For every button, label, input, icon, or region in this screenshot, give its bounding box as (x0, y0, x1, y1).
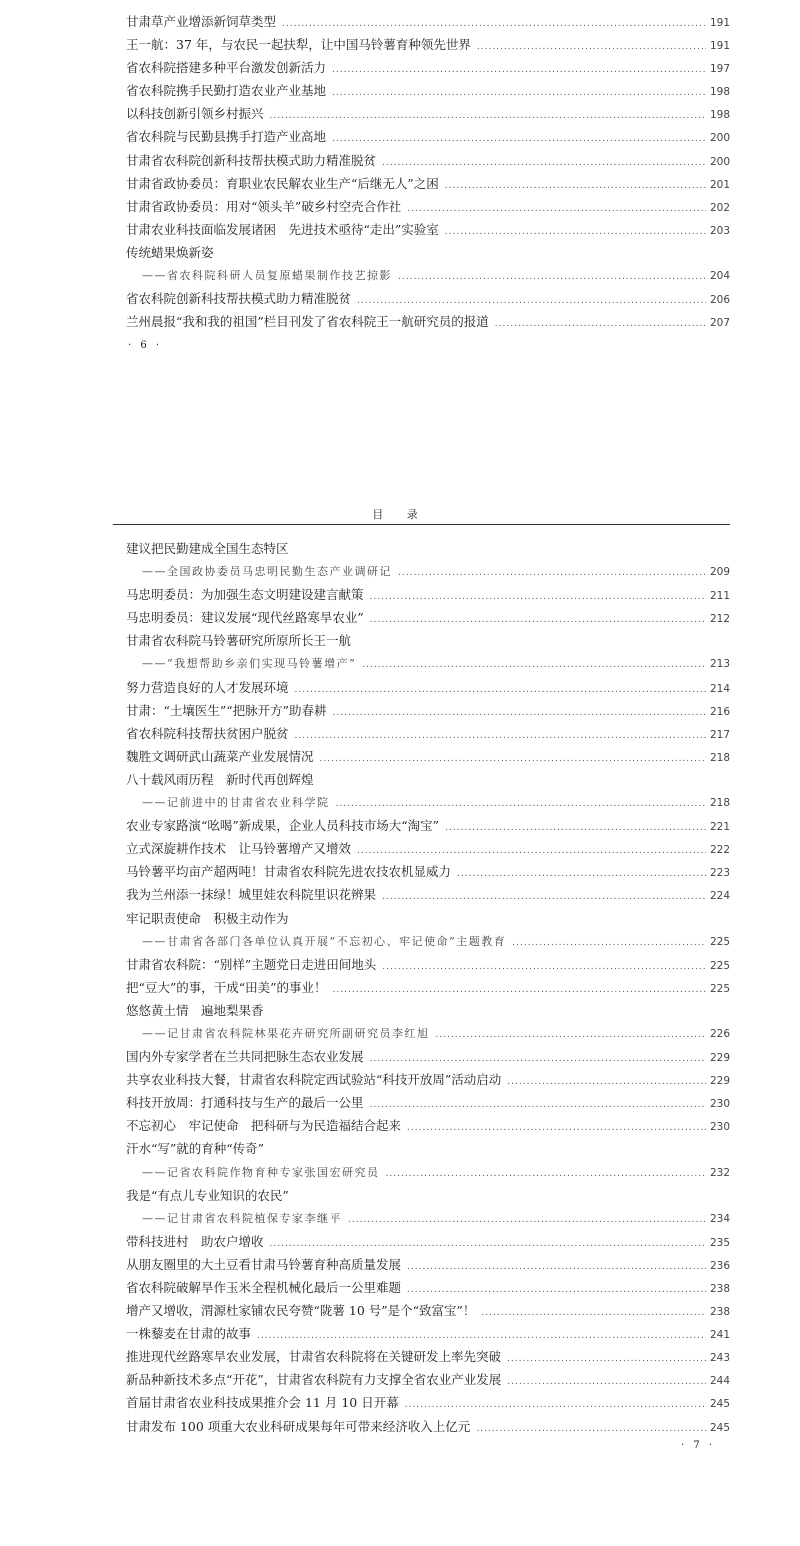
toc-entry-title: 甘肃：“土壤医生”“把脉开方”助春耕 (126, 702, 327, 718)
toc-entry-title: 王一航：37 年，与农民一起扶犁，让中国马铃薯育种领先世界 (126, 37, 471, 53)
toc-entry-title: 马忠明委员：为加强生态文明建设建言献策 (126, 587, 364, 603)
toc-entry-title: ——甘肃省各部门各单位认真开展“不忘初心、牢记使命”主题教育 (142, 934, 507, 948)
toc-entry[interactable] (126, 287, 730, 310)
toc-entry-title: 增产又增收，渭源杜家铺农民夸赞“陇薯 10 号”是个“致富宝”！ (126, 1303, 476, 1319)
toc-entry-title: 科技开放周：打通科技与生产的最后一公里 (126, 1095, 364, 1111)
toc-entry-title: 马铃薯平均亩产超两吨！甘肃省农科院先进农技农机显威力 (126, 864, 452, 880)
toc-list-bottom (126, 537, 730, 1438)
toc-list-top (126, 10, 730, 333)
toc-entry-page: 209 (709, 566, 730, 579)
toc-entry-page: 226 (709, 1027, 730, 1040)
toc-entry-page: 221 (709, 821, 730, 834)
toc-entry-title: 一株藜麦在甘肃的故事 (126, 1326, 252, 1342)
toc-entry-title: 把“豆大”的事，干成“田美”的事业！ (126, 979, 327, 995)
leader-dots (332, 59, 706, 82)
toc-entry-page: 236 (709, 1259, 730, 1272)
leader-dots (386, 1163, 706, 1186)
toc-entry-title: 甘肃省政协委员：用对“领头羊”破乡村空壳合作社 (126, 198, 402, 214)
toc-entry[interactable] (126, 1114, 730, 1137)
toc-entry-title: ——记甘肃省农科院林果花卉研究所副研究员李红旭 (142, 1026, 430, 1040)
toc-entry-page: 225 (709, 959, 730, 972)
leader-dots (295, 679, 706, 702)
leader-dots (507, 1071, 706, 1094)
leader-dots (348, 1209, 706, 1232)
toc-entry-page: 245 (709, 1398, 730, 1411)
toc-entry-title: 国内外专家学者在兰共同把脉生态农业发展 (126, 1049, 364, 1065)
toc-entry[interactable] (126, 79, 730, 102)
toc-entry-title: 八十载风雨历程 新时代再创辉煌 (126, 771, 314, 787)
toc-entry[interactable] (126, 699, 730, 722)
toc-entry-page: 225 (709, 982, 730, 995)
toc-entry-title: 省农科院破解旱作玉米全程机械化最后一公里难题 (126, 1280, 402, 1295)
toc-entry-title: ——记前进中的甘肃省农业科学院 (142, 796, 330, 810)
leader-dots (270, 105, 706, 128)
toc-entry[interactable] (126, 1091, 730, 1114)
toc-entry-title: 努力营造良好的人才发展环境 (126, 679, 289, 695)
toc-entry-page: 207 (709, 317, 730, 330)
toc-entry-title: 甘肃省农科院：“别样”主题党日走进田间地头 (126, 956, 377, 972)
toc-entry-page: 223 (709, 867, 730, 880)
toc-entry-title: 立式深旋耕作技术 让马铃薯增产又增效 (126, 841, 352, 857)
toc-entry[interactable] (126, 1391, 730, 1414)
toc-entry-title: ——“我想帮助乡亲们实现马铃薯增产” (142, 657, 357, 671)
toc-entry-page: 198 (709, 109, 730, 122)
leader-dots (507, 1371, 706, 1394)
toc-entry[interactable] (126, 606, 730, 629)
leader-dots (445, 221, 706, 244)
leader-dots (507, 1348, 706, 1371)
toc-entry-title: 我为兰州添一抹绿！城里娃农科院里识花辨果 (126, 887, 377, 903)
toc-entry[interactable] (126, 953, 730, 976)
toc-entry-page: 230 (709, 1121, 730, 1134)
toc-entry-page: 201 (709, 178, 730, 191)
leader-dots (333, 979, 706, 1002)
toc-entry-page: 204 (709, 270, 730, 283)
toc-entry-page: 222 (709, 844, 730, 857)
toc-entry-title: 带科技进村 助农户增收 (126, 1233, 264, 1249)
leader-dots (398, 562, 706, 585)
leader-dots (445, 175, 706, 198)
toc-entry[interactable] (126, 195, 730, 218)
toc-entry[interactable] (126, 218, 730, 241)
toc-entry[interactable] (126, 976, 730, 999)
toc-entry-page: 191 (709, 40, 730, 53)
toc-entry-page: 238 (709, 1306, 730, 1319)
toc-entry-title: 从朋友圈里的大土豆看甘肃马铃薯育种高质量发展 (126, 1256, 402, 1272)
toc-entry[interactable] (126, 1253, 730, 1276)
toc-entry-page: 238 (709, 1283, 730, 1295)
leader-dots (295, 725, 706, 748)
leader-dots (457, 863, 706, 886)
leader-dots (370, 609, 706, 632)
toc-entry-page: 224 (709, 890, 730, 903)
toc-entry-page: 243 (709, 1352, 730, 1365)
toc-entry-page: 245 (709, 1421, 730, 1434)
toc-entry-page: 212 (709, 613, 730, 626)
toc-entry-page: 216 (709, 705, 730, 718)
toc-entry-title: 不忘初心 牢记使命 把科研与为民造福结合起来 (126, 1118, 402, 1134)
leader-dots (407, 198, 706, 221)
toc-entry[interactable] (126, 1068, 730, 1091)
toc-entry[interactable] (126, 125, 730, 148)
toc-entry[interactable] (126, 883, 730, 906)
toc-entry[interactable] (126, 583, 730, 606)
toc-entry-page: 229 (709, 1052, 730, 1065)
toc-entry[interactable] (126, 10, 730, 33)
toc-subtitle-row[interactable] (126, 1022, 730, 1045)
toc-entry[interactable] (126, 1345, 730, 1368)
toc-entry-page: 197 (709, 63, 730, 76)
toc-entry[interactable] (126, 676, 730, 699)
leader-dots (362, 654, 706, 677)
toc-entry-title: 省农科院创新科技帮扶模式助力精准脱贫 (126, 291, 352, 307)
toc-entry-title: ——记省农科院作物育种专家张国宏研究员 (142, 1165, 380, 1179)
toc-entry[interactable] (126, 1137, 730, 1160)
toc-entry-title: 兰州晨报“我和我的祖国”栏目刊发了省农科院王一航研究员的报道 (126, 314, 489, 330)
toc-entry-page: 217 (709, 728, 730, 741)
toc-entry-page: 211 (709, 590, 730, 603)
toc-entry[interactable] (126, 1230, 730, 1253)
toc-entry-title: 农业专家路演“吆喝”新成果，企业人员科技市场大“淘宝” (126, 818, 440, 834)
leader-dots (398, 266, 706, 289)
toc-entry[interactable] (126, 814, 730, 837)
toc-subtitle-row[interactable] (126, 264, 730, 287)
toc-entry-page: 213 (709, 658, 730, 671)
leader-dots (382, 886, 706, 909)
toc-entry[interactable] (126, 241, 730, 264)
toc-entry-page: 191 (709, 17, 730, 29)
toc-entry-page: 214 (709, 682, 730, 695)
toc-entry-page: 206 (709, 294, 730, 307)
toc-entry-title: 甘肃省农科院创新科技帮扶模式助力精准脱贫 (126, 152, 377, 168)
toc-entry-page: 230 (709, 1098, 730, 1111)
toc-entry-page: 241 (709, 1329, 730, 1342)
toc-subtitle-row[interactable] (126, 560, 730, 583)
toc-subtitle-row[interactable] (126, 652, 730, 675)
toc-entry-title: 甘肃草产业增添新饲草类型 (126, 14, 277, 29)
toc-entry[interactable] (126, 768, 730, 791)
toc-subtitle-row[interactable] (126, 1161, 730, 1184)
leader-dots (370, 1094, 706, 1117)
toc-entry[interactable] (126, 722, 730, 745)
toc-entry-title: 传统蜡果焕新姿 (126, 244, 214, 260)
toc-entry-page: 234 (709, 1212, 730, 1225)
leader-dots (436, 1024, 706, 1047)
toc-entry[interactable] (126, 1415, 730, 1438)
toc-entry-title: 以科技创新引领乡村振兴 (126, 106, 264, 122)
toc-entry[interactable] (126, 745, 730, 768)
toc-entry[interactable] (126, 149, 730, 172)
toc-entry-page: 244 (709, 1375, 730, 1388)
toc-entry-title: 共享农业科技大餐，甘肃省农科院定西试验站“科技开放周”活动启动 (126, 1072, 502, 1088)
toc-entry[interactable] (126, 837, 730, 860)
toc-subtitle-row[interactable] (126, 1207, 730, 1230)
toc-entry-title: 省农科院携手民勤打造农业产业基地 (126, 83, 327, 99)
leader-dots (332, 82, 706, 105)
toc-subtitle-row[interactable] (126, 930, 730, 953)
leader-dots (495, 313, 706, 336)
leader-dots (445, 817, 706, 840)
toc-entry-page: 203 (709, 224, 730, 237)
toc-entry-title: 新品种新技术多点“开花”，甘肃省农科院有力支撑全省农业产业发展 (126, 1372, 502, 1388)
toc-entry[interactable] (126, 1045, 730, 1068)
toc-entry[interactable] (126, 537, 730, 560)
leader-dots (336, 793, 706, 816)
toc-entry[interactable] (126, 56, 730, 79)
toc-entry-title: 马忠明委员：建议发展“现代丝路寒旱农业” (126, 610, 364, 626)
toc-entry-title: 推进现代丝路寒旱农业发展，甘肃省农科院将在关键研发上率先突破 (126, 1349, 502, 1365)
toc-entry-page: 232 (709, 1166, 730, 1179)
toc-entry-page: 225 (709, 935, 730, 948)
leader-dots (370, 586, 706, 609)
toc-entry-page: 218 (709, 751, 730, 764)
toc-entry[interactable] (126, 1299, 730, 1322)
page-number-7: · 7 · (681, 1440, 716, 1451)
toc-entry[interactable] (126, 1322, 730, 1345)
leader-dots (407, 1256, 706, 1279)
toc-entry-page: 202 (709, 201, 730, 214)
toc-entry-title: 汗水“写”就的育种“传奇” (126, 1141, 265, 1157)
leader-dots (382, 956, 706, 979)
toc-entry[interactable] (126, 1368, 730, 1391)
leader-dots (477, 36, 706, 59)
toc-entry-title: 牢记职责使命 积极主动作为 (126, 910, 289, 926)
toc-entry[interactable] (126, 1276, 730, 1299)
toc-entry-title: 悠悠黄土情 遍地梨果香 (126, 1002, 264, 1018)
toc-entry-page: 218 (709, 797, 730, 810)
toc-entry[interactable] (126, 310, 730, 333)
toc-entry-page: 200 (709, 132, 730, 145)
toc-entry-page: 198 (709, 86, 730, 99)
leader-dots (333, 702, 706, 725)
toc-entry[interactable] (126, 1184, 730, 1207)
toc-entry[interactable] (126, 860, 730, 883)
page-header: 目 录 (372, 508, 428, 521)
toc-subtitle-row[interactable] (126, 791, 730, 814)
toc-entry-title: 我是“有点儿专业知识的农民” (126, 1187, 289, 1203)
toc-entry-page: 235 (709, 1236, 730, 1249)
toc-entry[interactable] (126, 102, 730, 125)
toc-entry-title: 甘肃省农科院马铃薯研究所原所长王一航 (126, 633, 352, 649)
toc-entry-title: ——省农科院科研人员复原蜡果制作技艺掠影 (142, 269, 392, 283)
leader-dots (407, 1117, 706, 1140)
page-number-6: · 6 · (128, 340, 163, 351)
toc-entry-title: 甘肃发布 100 项重大农业科研成果每年可带来经济收入上亿元 (126, 1418, 471, 1434)
toc-entry[interactable] (126, 629, 730, 652)
toc-entry[interactable] (126, 33, 730, 56)
leader-dots (320, 748, 706, 771)
toc-entry-title: 甘肃省政协委员：育职业农民解农业生产“后继无人”之困 (126, 175, 439, 191)
toc-entry-title: 省农科院与民勤县携手打造产业高地 (126, 129, 327, 145)
toc-entry[interactable] (126, 999, 730, 1022)
toc-entry-title: 首届甘肃省农业科技成果推介会 11 月 10 日开幕 (126, 1395, 399, 1411)
toc-entry-title: ——全国政协委员马忠明民勤生态产业调研记 (142, 565, 392, 579)
toc-entry[interactable] (126, 172, 730, 195)
toc-entry[interactable] (126, 907, 730, 930)
leader-dots (476, 1418, 706, 1441)
toc-entry-title: 魏胜文调研武山蔬菜产业发展情况 (126, 748, 314, 764)
toc-entry-page: 229 (709, 1075, 730, 1088)
toc-entry-title: ——记甘肃省农科院植保专家李继平 (142, 1211, 342, 1225)
toc-entry-title: 省农科院科技帮扶贫困户脱贫 (126, 725, 289, 741)
toc-entry-page: 200 (709, 155, 730, 168)
toc-entry-title: 甘肃农业科技面临发展诸困 先进技术亟待“走出”实验室 (126, 221, 439, 237)
toc-entry-title: 省农科院搭建多种平台激发创新活力 (126, 60, 327, 76)
leader-dots (512, 932, 706, 955)
toc-entry-title: 建议把民勤建成全国生态特区 (126, 541, 289, 556)
header-rule (113, 524, 730, 525)
leader-dots (332, 128, 706, 151)
leader-dots (481, 1302, 706, 1325)
